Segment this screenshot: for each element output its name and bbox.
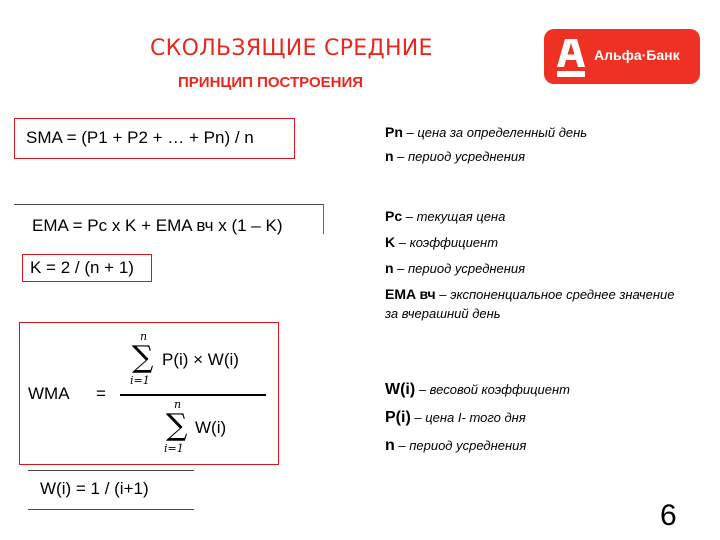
- numerator-sum-upper: n: [140, 330, 148, 343]
- ema-desc-2: K – коэффициент: [385, 234, 499, 250]
- fraction-line: [120, 394, 266, 396]
- wma-desc-1: W(i) – весовой коэффициент: [385, 381, 570, 398]
- sma-desc-2: n – период усреднения: [385, 148, 526, 164]
- wma-label: WMA: [28, 384, 70, 403]
- w-formula: W(i) = 1 / (i+1): [40, 479, 149, 498]
- denominator-sum-upper: n: [174, 398, 182, 411]
- k-formula: K = 2 / (n + 1): [30, 258, 134, 277]
- slide-subtitle: ПРИНЦИП ПОСТРОЕНИЯ: [178, 74, 364, 91]
- page-number: 6: [660, 499, 677, 532]
- ema-side-line: [323, 204, 324, 234]
- wma-equals: =: [96, 384, 106, 403]
- ema-formula: EMA = Pc x K + EMA вч x (1 – K): [32, 216, 283, 235]
- w-top-line: [28, 470, 194, 471]
- wma-desc-3: n – период усреднения: [385, 437, 527, 454]
- w-bottom-line: [28, 509, 194, 510]
- denominator-sum-lower: i=1: [164, 442, 184, 455]
- sma-formula: SMA = (P1 + P2 + … + Pn) / n: [26, 128, 254, 147]
- ema-desc-1: Pc – текущая цена: [385, 208, 506, 224]
- alfa-bank-logo-icon: [556, 35, 586, 79]
- ema-desc-4: EMA вч – экспоненциальное среднее значение за вчерашний день: [385, 286, 675, 321]
- numerator-sum-icon: ∑: [132, 340, 154, 375]
- alfa-bank-logo: [544, 29, 700, 84]
- sma-desc-1: Pn – цена за определенный день: [385, 124, 588, 140]
- denominator-sum-icon: ∑: [166, 408, 188, 443]
- numerator-sum-lower: i=1: [130, 374, 150, 387]
- ema-desc-3: n – период усреднения: [385, 260, 526, 276]
- slide-title: СКОЛЬЗЯЩИЕ СРЕДНИЕ: [150, 36, 433, 61]
- logo-text: Альфа·Банк: [594, 47, 680, 63]
- ema-divider-line: [14, 204, 324, 205]
- wma-numerator: P(i) × W(i): [162, 350, 239, 369]
- wma-desc-2: P(i) – цена I- того дня: [385, 409, 526, 426]
- wma-denominator: W(i): [195, 418, 227, 437]
